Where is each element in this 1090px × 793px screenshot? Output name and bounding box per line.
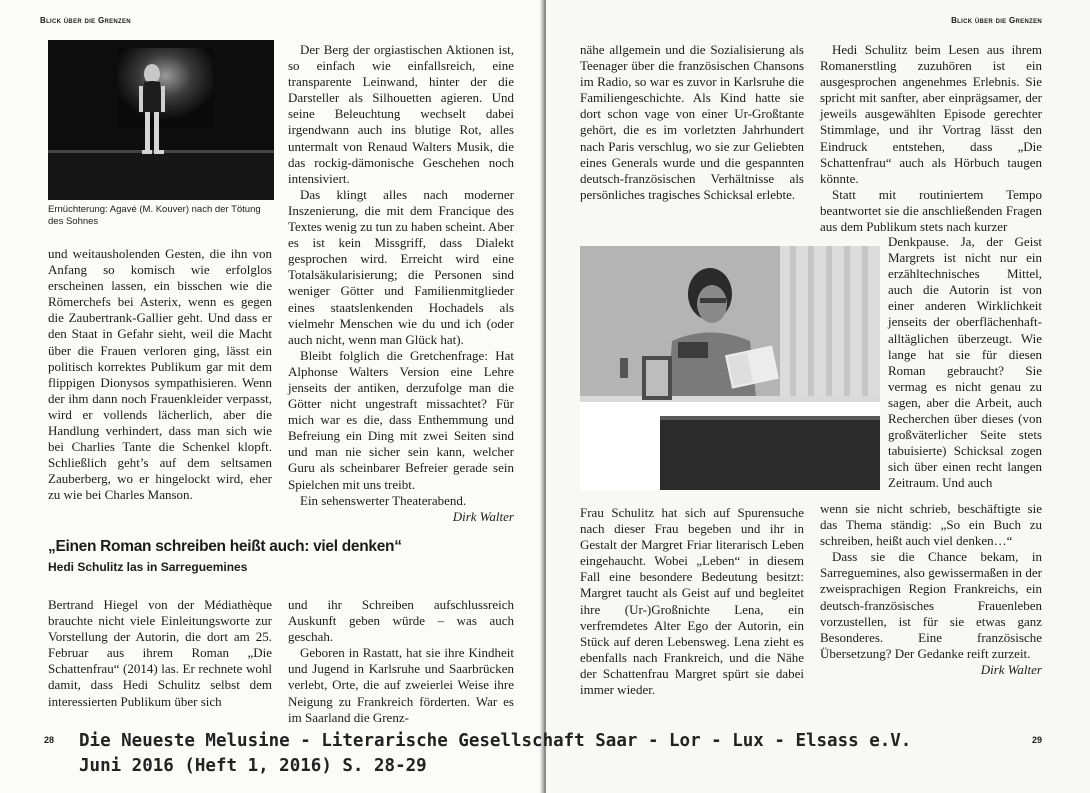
paragraph: Frau Schulitz hat sich auf Spurensuche nach dieser Frau begeben und ihr in Gestalt der Margret Friar literarisch Leben eingehaucht. Wobei „Leben“ in diesem Fall eine besondere Bedeutung besitzt: Margret taucht als Geist auf und begleitet ihre (Ur-)Großnichte Lena, ein verfremdetes Alter Ego der Autorin, ein Stück auf deren Lebensweg. Lena zieht es ebenfalls nach Frankreich, und die Nähe der Schattenfrau Margret spürt sie dabei immer wieder. [580, 505, 804, 698]
paragraph: Bleibt folglich die Gretchenfrage: Hat Alphonse Walters Version eine Lehre jenseits der antiken, derzufolge man die Götter nicht ungestraft missachtet? Für mich war es die, dass Enthemmung und Befreiung ein Ding mit zwei Seiten sind und man nie sicher sein kann, welcher Guru als scheinbarer Befreier gerade sein Spielchen mit uns treibt. [288, 347, 514, 492]
article2-right-column-2-wrap: Denkpause. Ja, der Geist Margrets ist nicht nur ein erzähltechnisches Mittel, auch die Autorin ist von einer anderen Wirklichkeit jenseits der oberflächenhaft-alltäglichen überzeugt. Wie lange hat sie für diesen Roman gebraucht? Sie vermag es nicht genau zu sagen, aber die Arbeit, auch Recherchen über dieses (von großväterlicher Seite stets tabuisierte) Schicksal zogen sich über einen recht langen Zeitraum. Und auch [888, 234, 1042, 491]
paragraph: Hedi Schulitz beim Lesen aus ihrem Romanerstling zuzuhören ist ein ausgesprochen angenehmes Erlebnis. Sie spricht mit sanfter, aber einprägsamer, der jeweils ausgewählten Episode gerechter Stimmlage, und ihr Vortrag lässt den Eindruck entstehen, dass „Die Schattenfrau“ auch als Hörbuch taugen könnte. [820, 42, 1042, 186]
paragraph: und ihr Schreiben aufschlussreich Auskunft geben würde – was auch geschah. [288, 597, 514, 645]
citation-line-1: Die Neueste Melusine - Literarische Gesellschaft Saar - Lor - Lux - Elsass e.V. [79, 731, 912, 751]
article2-right-column-2-bottom [820, 501, 1042, 701]
paragraph: Geboren in Rastatt, hat sie ihre Kindheit und Jugend in Karlsruhe und Saarbrücken verlebt, Orte, die auf zweierlei Weise ihre Neigung zu Frankreich förderten. War es im Saarland die Grenz- [288, 645, 514, 725]
paragraph: Dass sie die Chance bekam, in Sarreguemines, also gewissermaßen in der zweisprachigen Region Frankreichs, ein deutsch-französisches Frauenleben vorzustellen, ist für sie etwas ganz Besonderes. Eine französische Übersetzung? Der Gedanke reift zurzeit. [820, 549, 1042, 661]
article2-left-column-2 [288, 597, 514, 725]
article1-column-2 [288, 42, 514, 522]
paragraph: Der Berg der orgiastischen Aktionen ist, so einfach wie einfallsreich, eine transparente Leinwand, hinter der die Darsteller als Silhouetten agieren. Und seine Beleuchtung wechselt dabei irgendwann auch ins blutige Rot, alles untermalt von Renaud Walters Musik, die das rockig-dämonische Geschehen noch intensiviert. [288, 42, 514, 186]
paragraph: Bertrand Hiegel von der Médiathèque brauchte nicht viele Einleitungsworte zur Vorstellung der Autorin, die dort am 25. Februar aus ihrem Roman „Die Schattenfrau“ (2014) las. Er rechnete wohl damit, dass Hedi Schulitz selbst dem interessierten Publikum über sich [48, 597, 272, 709]
article1-author: Dirk Walter [452, 508, 514, 524]
article2-right-column-1-top [580, 42, 804, 238]
article1-column-1 [48, 246, 272, 520]
paragraph: nähe allgemein und die Sozialisierung als Teenager über die französischen Chansons im Radio, so war es zuvor in Karlsruhe die Familiengeschichte. Als Kind hatte sie dort schon vage von einer Ur-Großtante gehört, die es im vorletzten Jahrhundert nach Paris verschlug, wo sie zur Geliebten eines Generals wurde und die gespannten deutsch-französischen Verhältnisse als persönliches tragisches Schicksal erlebte. [580, 42, 804, 202]
reading-photo-image [580, 246, 880, 490]
citation-line-2: Juni 2016 (Heft 1, 2016) S. 28-29 [79, 756, 427, 776]
reading-photo [580, 246, 880, 490]
paragraph: Das klingt alles nach moderner Inszenierung, die mit dem Francique des Textes wenig zu tun zu haben scheint. Aber es ist kein Missgriff, dass Dialekt gesprochen wird. Erreicht wird eine Totalsäkularisierung; die Personen sind weniger Götter und Familienmitglieder eines staatslenkenden Hochadels als vielmehr Menschen wie du und ich (oder auch nicht, wenn man Glück hat). [288, 186, 514, 347]
paragraph: wenn sie nicht schrieb, beschäftigte sie das Thema ständig: „So ein Buch zu schreiben, heißt auch viel denken…“ [820, 501, 1042, 549]
stage-photo-image [48, 40, 274, 200]
article2-right-column-1-bottom [580, 505, 804, 715]
page-number-left: 28 [44, 735, 55, 745]
page-left [0, 0, 544, 793]
article2-left-column-1 [48, 597, 272, 713]
article2-subheadline: Hedi Schulitz las in Sarreguemines [48, 560, 248, 574]
stage-photo [48, 40, 274, 200]
paragraph: Statt mit routiniertem Tempo beantwortet sie die anschließenden Fragen aus dem Publikum stets nach kurzer [820, 186, 1042, 235]
article2-headline: „Einen Roman schreiben heißt auch: viel denken“ [48, 538, 402, 555]
photo-caption: Ernüchterung: Agavé (M. Kouver) nach der Tötung des Sohnes [48, 204, 261, 227]
running-head-right: Blick über die Grenzen [951, 16, 1042, 25]
paragraph: Ein sehenswerter Theaterabend. [300, 492, 467, 508]
paragraph: und weitausholenden Gesten, die ihn von Anfang so komisch wie erfolglos erscheinen lassen, ein bisschen wie die Römerchefs bei Asterix, wenn es gegen die Zaubertrank-Gallier geht. Und dass er den Staat in Gefahr sieht, weil die Macht über die Frauen verloren ging, lässt ein politisch korrektes Publikum gar mit dem flippigen Dionysos sympathisieren. Wenn der ihm dann noch Frauenkleider verpasst, wird er vollends lächerlich, aber die Handlung verhindert, dass man sich wie bei Charlies Tante die Schenkel klopft. Schließlich geht’s auf dem seltsamen Zauberberg, wo er hingelockt wird, eher zu wie bei Charles Manson. [48, 246, 272, 503]
page-number-right: 29 [1031, 735, 1042, 745]
article2-author: Dirk Walter [980, 661, 1042, 677]
article2-right-column-2-top [820, 42, 1042, 235]
running-head-left: Blick über die Grenzen [40, 16, 131, 25]
page-right [546, 0, 1090, 793]
